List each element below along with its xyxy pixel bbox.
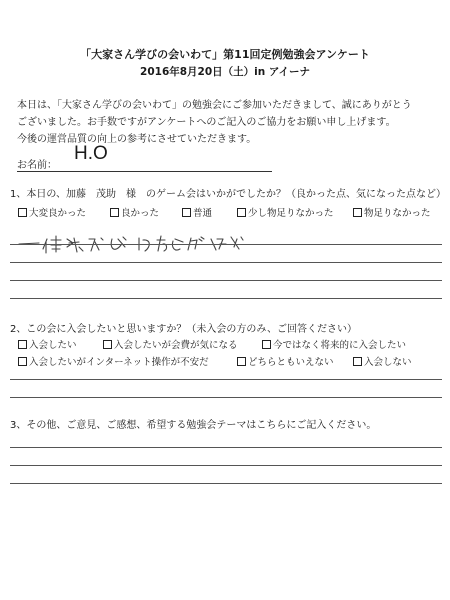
question-2: 2、この会に入会したいと思いますか？（未入会の方のみ、ご回答ください）	[10, 324, 357, 335]
intro-line-2: ございました。お手数ですがアンケートへのご記入のご協力をお願い申し上げます。	[17, 117, 396, 128]
q1-answer-line	[10, 244, 442, 245]
q1-option-normal[interactable]: 普通	[182, 205, 212, 219]
checkbox[interactable]	[110, 208, 119, 217]
checkbox[interactable]	[18, 357, 27, 366]
question-3: 3、その他、ご意見、ご感想、希望する勉強会テーマはこちらにご記入ください。	[10, 420, 377, 431]
q2-answer-line	[10, 397, 442, 398]
q1-answer-line	[10, 298, 442, 299]
q1-option-lacking[interactable]: 物足りなかった	[353, 205, 431, 219]
checkbox[interactable]	[237, 208, 246, 217]
q2-option-join-fee-concern[interactable]: 入会したいが会費が気になる	[103, 337, 238, 351]
checkbox[interactable]	[237, 357, 246, 366]
checkbox[interactable]	[353, 357, 362, 366]
checkbox[interactable]	[18, 340, 27, 349]
q1-option-somewhat-lacking[interactable]: 少し物足りなかった	[237, 205, 334, 219]
q1-answer-line	[10, 262, 442, 263]
q2-option-join-internet-concern[interactable]: 入会したいがインターネット操作が不安だ	[18, 354, 209, 368]
q3-answer-line	[10, 483, 442, 484]
name-underline	[17, 171, 272, 172]
checkbox[interactable]	[182, 208, 191, 217]
checkbox[interactable]	[103, 340, 112, 349]
survey-title: 「大家さん学びの会いわて」第11回定例勉強会アンケート	[80, 48, 370, 61]
name-value[interactable]: H.O	[74, 143, 108, 164]
q1-option-good[interactable]: 良かった	[110, 205, 159, 219]
q1-option-very-good[interactable]: 大変良かった	[18, 205, 86, 219]
checkbox[interactable]	[353, 208, 362, 217]
q2-option-join-later[interactable]: 今ではなく将来的に入会したい	[262, 337, 406, 351]
q1-answer-line	[10, 280, 442, 281]
q2-answer-line	[10, 379, 442, 380]
q3-answer-line	[10, 465, 442, 466]
intro-line-3: 今後の運営品質の向上の参考にさせていただきます。	[17, 134, 257, 145]
checkbox[interactable]	[18, 208, 27, 217]
name-label: お名前：	[17, 160, 57, 171]
question-1: 1、本日の、加藤 茂助 様 のゲーム会はいかがでしたか？（良かった点、気になった点など）	[10, 189, 446, 200]
q2-option-undecided[interactable]: どちらともいえない	[237, 354, 334, 368]
survey-date: 2016年8月20日（土）in アイーナ	[140, 66, 310, 78]
checkbox[interactable]	[262, 340, 271, 349]
intro-line-1: 本日は、「大家さん学びの会いわて」の勉強会にご参加いただきまして、誠にありがとう	[17, 100, 412, 111]
q2-option-join[interactable]: 入会したい	[18, 337, 77, 351]
q3-answer-line	[10, 447, 442, 448]
q2-option-not-join[interactable]: 入会しない	[353, 354, 412, 368]
